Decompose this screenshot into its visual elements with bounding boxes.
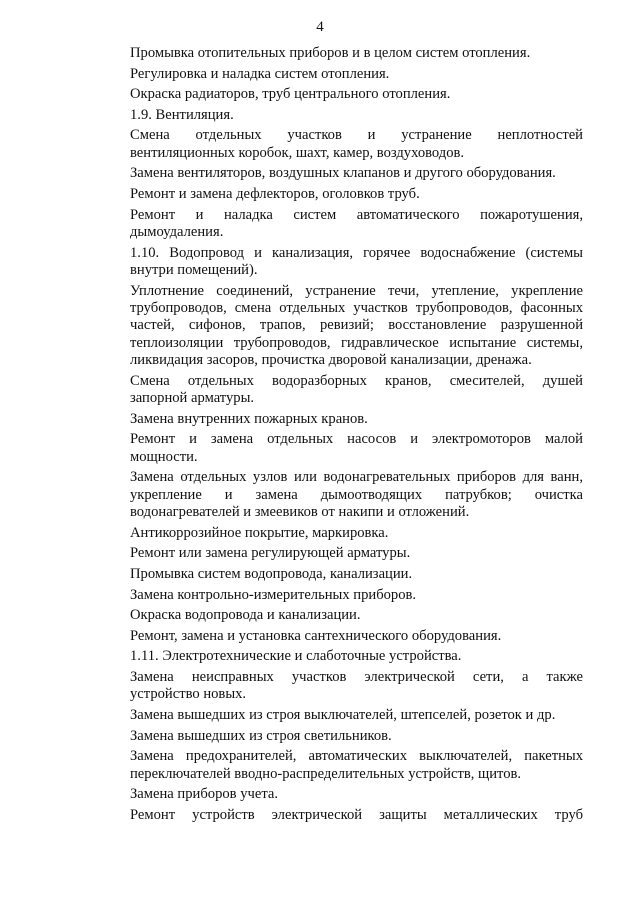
paragraph xyxy=(92,373,583,408)
paragraph-line: трубопроводов, смена отдельных участков трубопроводов, фасонных xyxy=(130,299,583,316)
paragraph xyxy=(92,186,583,203)
paragraph-line: Замена внутренних пожарных кранов. xyxy=(130,410,368,427)
paragraph-line: 1.9. Вентиляция. xyxy=(130,106,234,123)
paragraph-line: Уплотнение соединений, устранение течи, утепление, укрепление xyxy=(130,282,583,299)
paragraph xyxy=(92,469,583,521)
paragraph-line: Ремонт, замена и установка сантехнического оборудования. xyxy=(130,627,502,644)
paragraph-line: запорной арматуры. xyxy=(130,390,255,407)
paragraph-line: водонагревателей и змеевиков от накипи и отложений. xyxy=(130,504,470,521)
paragraph-line: Смена отдельных водоразборных кранов, смесителей, душей xyxy=(130,372,583,389)
paragraph xyxy=(92,669,583,704)
paragraph-line: Замена неисправных участков электрической сети, а также xyxy=(130,668,583,685)
paragraph xyxy=(92,107,583,124)
paragraph xyxy=(92,545,583,562)
paragraph xyxy=(92,748,583,783)
paragraph-line: Замена предохранителей, автоматических выключателей, пакетных xyxy=(130,748,583,765)
paragraph-line: Ремонт и замена дефлекторов, оголовков труб. xyxy=(130,185,420,202)
paragraph-line: 1.11. Электротехнические и слаботочные устройства. xyxy=(130,648,462,665)
paragraph-line: переключателей вводно-распределительных устройств, щитов. xyxy=(130,765,522,782)
paragraph xyxy=(92,165,583,182)
paragraph-line: теплоизоляции трубопроводов, гидравлическое испытание системы, xyxy=(130,334,583,351)
paragraph-line: Замена вышедших из строя выключателей, штепселей, розеток и др. xyxy=(130,706,556,723)
page-number: 4 xyxy=(316,19,324,35)
paragraph xyxy=(92,431,583,466)
paragraph-line: вентиляционных коробок, шахт, камер, воздуховодов. xyxy=(130,144,465,161)
paragraph-line: Ремонт или замена регулирующей арматуры. xyxy=(130,545,411,562)
paragraph xyxy=(92,786,583,803)
paragraph-line: Ремонт и наладка систем автоматического пожаротушения, xyxy=(130,206,583,223)
paragraph-line: Промывка отопительных приборов и в целом систем отопления. xyxy=(130,45,531,61)
paragraph xyxy=(92,283,583,370)
paragraph-line: 1.10. Водопровод и канализация, горячее водоснабжение (системы xyxy=(130,244,583,261)
paragraph xyxy=(92,207,583,242)
paragraph xyxy=(92,648,583,665)
paragraph-line: Ремонт и замена отдельных насосов и электромоторов малой xyxy=(130,431,583,448)
paragraph xyxy=(92,566,583,583)
paragraph xyxy=(92,707,583,724)
paragraph-line: ликвидация засоров, прочистка дворовой канализации, дренажа. xyxy=(130,352,532,369)
paragraph xyxy=(92,127,583,162)
paragraph xyxy=(92,245,583,280)
paragraph-line: мощности. xyxy=(130,448,198,465)
paragraph xyxy=(92,45,583,62)
paragraph xyxy=(92,807,583,824)
paragraph-line: Замена отдельных узлов или водонагревательных приборов для ванн, xyxy=(130,469,583,486)
paragraph-line: Антикоррозийное покрытие, маркировка. xyxy=(130,524,389,541)
paragraph-line: Замена приборов учета. xyxy=(130,786,279,803)
paragraph-line: дымоудаления. xyxy=(130,223,224,240)
paragraph-line: Ремонт устройств электрической защиты металлических труб xyxy=(130,806,583,823)
paragraph-line: Смена отдельных участков и устранение неплотностей xyxy=(130,127,583,144)
paragraph-line: Окраска водопровода и канализации. xyxy=(130,607,361,624)
paragraph-line: Промывка систем водопровода, канализации. xyxy=(130,565,413,582)
paragraph xyxy=(92,525,583,542)
paragraph-line: устройство новых. xyxy=(130,686,247,703)
paragraph-line: Замена контрольно-измерительных приборов. xyxy=(130,586,417,603)
paragraph xyxy=(92,66,583,83)
paragraph xyxy=(92,728,583,745)
paragraph-line: Замена вентиляторов, воздушных клапанов и другого оборудования. xyxy=(130,165,556,182)
paragraph-line: Замена вышедших из строя светильников. xyxy=(130,727,392,744)
paragraph xyxy=(92,587,583,604)
paragraph-line: укрепление и замена дымоотводящих патрубков; очистка xyxy=(130,486,583,503)
document-body xyxy=(92,45,583,827)
paragraph-line: Окраска радиаторов, труб центрального отопления. xyxy=(130,86,451,103)
paragraph xyxy=(92,86,583,103)
paragraph-line: внутри помещений). xyxy=(130,261,258,278)
paragraph-line: частей, сифонов, трапов, ревизий; восстановление разрушенной xyxy=(130,317,583,334)
paragraph xyxy=(92,628,583,645)
paragraph xyxy=(92,607,583,624)
paragraph xyxy=(92,411,583,428)
paragraph-line: Регулировка и наладка систем отопления. xyxy=(130,65,390,82)
